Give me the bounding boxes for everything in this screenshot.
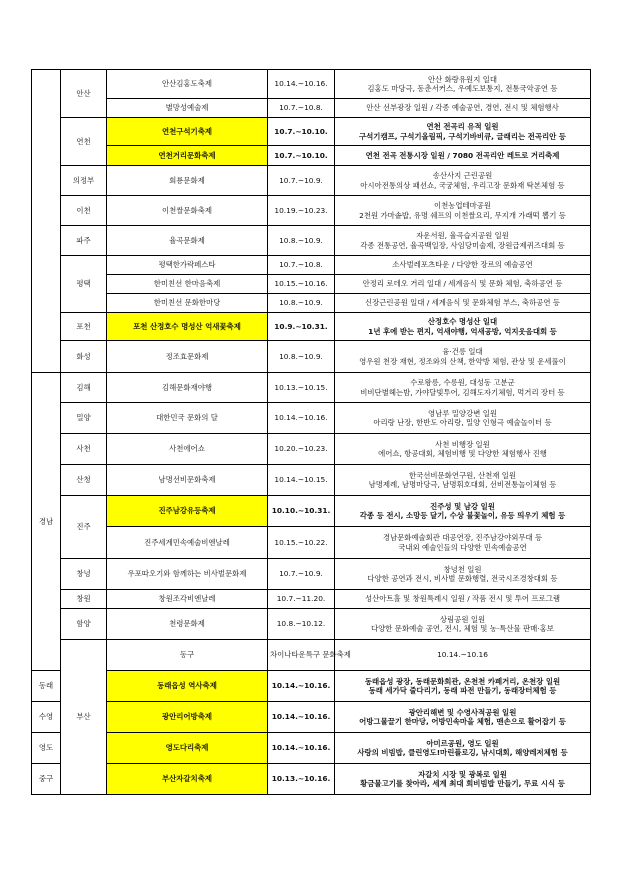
festival-name: 김해문화재야행: [107, 373, 268, 403]
festival-name: 대한민국 문화의 달: [107, 403, 268, 434]
festival-venue: 경남문화예술회관 대공연장, 진주남강야외무대 등 국내외 예술인들의 다양한 민속예술공연: [335, 527, 591, 559]
table-row: [32, 671, 591, 702]
festival-date: 10.20.~10.23.: [268, 434, 335, 465]
table-row: [32, 118, 591, 146]
festival-name: 부산자갈치축제: [107, 764, 268, 795]
festival-name: 천령문화제: [107, 609, 268, 640]
city-cell: 창녕: [61, 559, 107, 590]
festival-name: 광안리어방축제: [107, 702, 268, 733]
festival-venue: 산정호수 명성산 일대 1년 후에 받는 편지, 억새야행, 억새공방, 억지웃음대회 등: [335, 313, 591, 341]
festival-name: 동래읍성 역사축제: [107, 671, 268, 702]
festival-name: 율곡문화제: [107, 226, 268, 256]
festival-venue: 안정리 로데오 거리 일대 / 세계음식 및 문화 체험, 축하공연 등: [335, 275, 591, 294]
festival-venue: 진주성 및 남강 일원 각종 등 전시, 소망등 달기, 수상 불꽃놀이, 유등 띄우기 체험 등: [335, 496, 591, 527]
table-row: [32, 70, 591, 99]
festival-venue: 동래읍성 광장, 동래문화회관, 온천천 카페거리, 온천장 일원 동래 세가닥 줄다리기, 동래 파전 만들기, 동래장터체험 등: [335, 671, 591, 702]
festival-date: 10.7.~10.10.: [268, 146, 335, 166]
festival-name: 한미친선 문화한마당: [107, 294, 268, 313]
festival-date: 10.14.~10.16.: [268, 702, 335, 733]
city-cell: 함양: [61, 609, 107, 640]
festival-venue: 한국선비문화연구원, 산천재 일원 남명제례, 남명마당극, 남명휘호대회, 선비전통놀이체험 등: [335, 465, 591, 496]
festival-date: 10.19.~10.23.: [268, 196, 335, 226]
table-row: [32, 496, 591, 527]
festival-date: 10.10.~10.31.: [268, 496, 335, 527]
festival-venue: 창녕천 일원 다양한 공연과 전시, 비사벌 문화행렬, 전국시조경창대회 등: [335, 559, 591, 590]
festival-name: 연천구석기축제: [107, 118, 268, 146]
festival-name: 포천 산정호수 명성산 억새꽃축제: [107, 313, 268, 341]
city-cell: 산청: [61, 465, 107, 496]
festival-date: 10.8.~10.12.: [268, 609, 335, 640]
city-cell: 화성: [61, 341, 107, 373]
festival-date: 10.7.~10.8.: [268, 256, 335, 275]
festival-table: [31, 69, 591, 795]
festival-date: 10.8.~10.9.: [268, 226, 335, 256]
festival-venue: 신장근린공원 일대 / 세계음식 및 문화체험 부스, 축하공연 등: [335, 294, 591, 313]
festival-venue: 소사벌레포츠타운 / 다양한 장르의 예술공연: [335, 256, 591, 275]
city-cell: 창원: [61, 590, 107, 609]
city-cell: 밀양: [61, 403, 107, 434]
festival-date: 10.14.~10.16.: [268, 70, 335, 99]
festival-venue: 자갈치 시장 및 광복로 일원 황금물고기를 찾아라, 세계 최대 회비빔밥 만들기, 무료 시식 등: [335, 764, 591, 795]
city-cell: 영도: [32, 733, 61, 764]
festival-venue: 수로왕릉, 수릉원, 대성동 고분군 비비단별헤는밤, 가야달빛투어, 김해도자기체험, 먹거리 장터 등: [335, 373, 591, 403]
table-row: [32, 403, 591, 434]
festival-date: 10.9.~10.31.: [268, 313, 335, 341]
festival-name: 정조효문화제: [107, 341, 268, 373]
province-cell: [32, 70, 61, 373]
festival-venue: 송산사지 근린공원 아시아전통의상 패션쇼, 국궁체험, 우리고장 문화재 탁본체험 등: [335, 166, 591, 196]
festival-date: 10.14.~10.15.: [268, 465, 335, 496]
festival-name: 안산김홍도축제: [107, 70, 268, 99]
festival-name: 평택한가락페스타: [107, 256, 268, 275]
festival-venue: 영남루 밀양강변 일원 아리랑 난장, 한반도 아리랑, 밀양 인형극 예술놀이터 등: [335, 403, 591, 434]
table-row: [32, 373, 591, 403]
table-row: [32, 559, 591, 590]
festival-date: 10.7.~10.8.: [268, 99, 335, 118]
table-row: [32, 341, 591, 373]
table-row: [32, 313, 591, 341]
festival-date: 10.13.~10.16.: [268, 764, 335, 795]
table-row: [32, 590, 591, 609]
festival-date: 10.14.~10.16.: [268, 671, 335, 702]
city-cell: 김해: [61, 373, 107, 403]
festival-name: 사천에어쇼: [107, 434, 268, 465]
festival-date: 10.15.~10.22.: [268, 527, 335, 559]
festival-name: 남명선비문화축제: [107, 465, 268, 496]
festival-venue: 상림공원 일원 다양한 문화예술 공연, 전시, 체험 및 농·특산물 판매·홍보: [335, 609, 591, 640]
festival-venue: 연천 전곡리 유적 일원 구석기캠프, 구석기올림픽, 구석기바비큐, 글래리는 전곡리안 등: [335, 118, 591, 146]
city-cell: 의정부: [61, 166, 107, 196]
table-row: [32, 733, 591, 764]
city-cell: 중구: [32, 764, 61, 795]
city-cell: 이천: [61, 196, 107, 226]
city-cell: 동구: [107, 640, 268, 671]
festival-name: 차이나타운특구 문화축제: [268, 640, 335, 671]
festival-date: 10.7.~10.9.: [268, 559, 335, 590]
festival-venue: 이천농업테마공원 2천원 가마솥밥, 유명 쉐프의 이천쌀요리, 무지개 가래떡 뽑기 등: [335, 196, 591, 226]
festival-name: 이천쌀문화축제: [107, 196, 268, 226]
festival-name: 창원조각비엔날레: [107, 590, 268, 609]
city-cell: 사천: [61, 434, 107, 465]
festival-venue: 안산 화랑유원지 일대 김홍도 마당극, 동춘서커스, 우예도보통지, 전통국악공연 등: [335, 70, 591, 99]
city-cell: 평택: [61, 256, 107, 313]
festival-name: 진주세계민속예술비엔날레: [107, 527, 268, 559]
festival-venue: 아미르공원, 영도 일원 사랑의 비빔밥, 클린영도!마린플로깅, 낚시대회, 해양레저체험 등: [335, 733, 591, 764]
festival-date: 10.13.~10.15.: [268, 373, 335, 403]
festival-date: 10.7.~10.10.: [268, 118, 335, 146]
city-cell: 포천: [61, 313, 107, 341]
festival-date: 10.14.~10.16: [335, 640, 591, 671]
table-row: [32, 609, 591, 640]
festival-name: 회룡문화제: [107, 166, 268, 196]
table-row: [32, 434, 591, 465]
city-cell: 안산: [61, 70, 107, 118]
province-cell: 경남: [32, 373, 61, 671]
festival-name: 연천거리문화축제: [107, 146, 268, 166]
festival-name: 진주남강유등축제: [107, 496, 268, 527]
table-row: [32, 527, 591, 559]
table-row: [32, 146, 591, 166]
festival-venue: 안산 선부광장 일원 / 각종 예술공연, 경연, 전시 및 체험행사: [335, 99, 591, 118]
city-cell: 수영: [32, 702, 61, 733]
table-row: [32, 640, 591, 671]
festival-venue: 융·건릉 일대 영우원 천장 재현, 정조와의 산책, 한약방 체험, 관상 및 운세풀이: [335, 341, 591, 373]
festival-date: 10.14.~10.16.: [268, 403, 335, 434]
festival-venue: 광안리해변 및 수영사적공원 일원 어방그물끌기 한마당, 어방민속마을 체험, 맨손으로 활어잡기 등: [335, 702, 591, 733]
table-row: [32, 294, 591, 313]
festival-name: 한미친선 한마음축제: [107, 275, 268, 294]
festival-date: 10.8.~10.9.: [268, 341, 335, 373]
table-row: [32, 196, 591, 226]
festival-venue: 자운서원, 율곡습지공원 일원 각종 전통공연, 율곡백일장, 사임당미술제, 장원급제퀴즈대회 등: [335, 226, 591, 256]
festival-date: 10.7.~10.9.: [268, 166, 335, 196]
table-row: [32, 764, 591, 795]
festival-date: 10.7.~11.20.: [268, 590, 335, 609]
festival-venue: 성산아트홀 및 창원특례시 일원 / 작품 전시 및 투어 프로그램: [335, 590, 591, 609]
province-cell: 부산: [61, 640, 107, 795]
festival-name: 우포따오기와 함께하는 비사벌문화제: [107, 559, 268, 590]
festival-date: 10.8.~10.9.: [268, 294, 335, 313]
festival-name: 별망성예술제: [107, 99, 268, 118]
festival-venue: 연천 전곡 전통시장 일원 / 7080 전곡리안 레트로 거리축제: [335, 146, 591, 166]
city-cell: 동래: [32, 671, 61, 702]
city-cell: 연천: [61, 118, 107, 166]
table-row: [32, 275, 591, 294]
table-row: [32, 99, 591, 118]
table-row: [32, 256, 591, 275]
festival-name: 영도다리축제: [107, 733, 268, 764]
table-row: [32, 166, 591, 196]
festival-date: 10.14.~10.16.: [268, 733, 335, 764]
table-row: [32, 465, 591, 496]
festival-venue: 사천 비행장 일원 에어쇼, 항공대회, 체험비행 및 다양한 체험행사 진행: [335, 434, 591, 465]
festival-date: 10.15.~10.16.: [268, 275, 335, 294]
table-row: [32, 226, 591, 256]
table-row: [32, 702, 591, 733]
city-cell: 파주: [61, 226, 107, 256]
city-cell: 진주: [61, 496, 107, 559]
